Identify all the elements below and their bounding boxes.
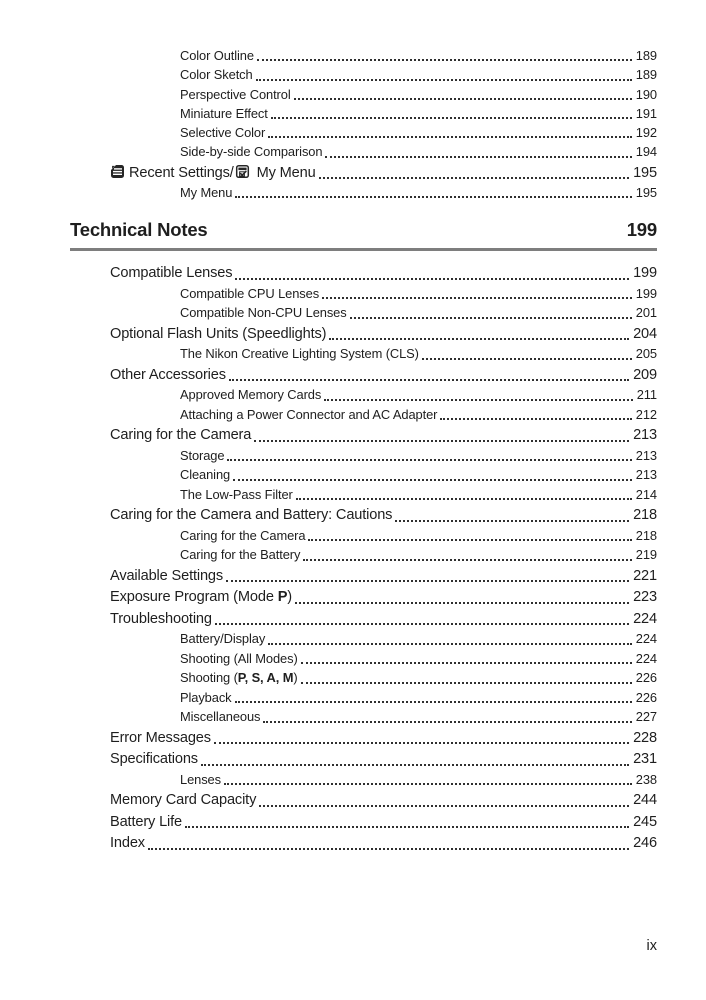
toc-entry[interactable] xyxy=(70,688,657,708)
dot-leader xyxy=(226,580,629,582)
toc-entry[interactable] xyxy=(70,729,657,749)
toc-entry-label: Compatible CPU Lenses xyxy=(180,285,320,301)
toc-entry-page-number: 211 xyxy=(636,387,657,403)
toc-entry[interactable] xyxy=(70,426,657,446)
toc-entry[interactable] xyxy=(70,588,657,608)
toc-entry-label: Battery/Display xyxy=(180,631,266,647)
toc-label-segment: P xyxy=(277,589,288,606)
toc-entry[interactable] xyxy=(70,506,657,526)
toc-entry-label: Side-by-side Comparison xyxy=(180,144,323,160)
toc-entry[interactable] xyxy=(70,164,657,183)
toc-entry-label: Shooting (All Modes) xyxy=(180,650,298,666)
section-page-number: 199 xyxy=(626,219,657,241)
toc-entry-page-number: 224 xyxy=(633,610,657,627)
section-header xyxy=(70,219,657,241)
dot-leader xyxy=(201,764,629,766)
toc-entry-page-number: 226 xyxy=(635,670,657,686)
toc-entry-page-number: 218 xyxy=(635,527,657,543)
toc-label-segment: Recent Settings/ xyxy=(129,164,234,181)
toc-entry[interactable] xyxy=(70,750,657,770)
toc-entry-page-number: 192 xyxy=(635,125,657,141)
toc-entry[interactable] xyxy=(70,465,657,485)
toc-entry-label: Battery Life xyxy=(110,813,183,830)
toc-entry-page-number: 189 xyxy=(635,48,657,63)
toc-entry-page-number: 199 xyxy=(633,265,657,282)
toc-entry-page-number: 246 xyxy=(633,835,657,852)
toc-entry-page-number: 213 xyxy=(633,427,657,444)
toc-entry-label: Memory Card Capacity xyxy=(110,792,257,809)
toc-entry[interactable] xyxy=(70,264,657,284)
toc-entry-label: My Menu xyxy=(180,185,233,201)
toc-entry[interactable] xyxy=(70,567,657,587)
toc-entry-page-number: 221 xyxy=(633,567,657,584)
dot-leader xyxy=(235,196,631,198)
toc-entry-page-number: 199 xyxy=(635,285,657,301)
dot-leader xyxy=(301,662,632,664)
toc-label-segment: Shooting ( xyxy=(180,670,238,686)
toc-label-segment: My Menu xyxy=(252,164,316,181)
toc-entry[interactable] xyxy=(70,485,657,505)
toc-entry[interactable] xyxy=(70,668,657,688)
toc-entry-page-number: 218 xyxy=(633,507,657,524)
toc-entry[interactable] xyxy=(70,834,657,854)
toc-entry[interactable] xyxy=(70,707,657,727)
toc-entry-label: Caring for the Camera and Battery: Cautions xyxy=(110,507,393,524)
toc-entry[interactable] xyxy=(70,123,657,142)
toc-entry-page-number: 244 xyxy=(633,792,657,809)
toc-label-segment: Exposure Program (Mode xyxy=(110,589,278,606)
toc-entry-page-number: 191 xyxy=(635,105,657,121)
toc-entry-page-number: 223 xyxy=(633,589,657,606)
toc-entry-label: Other Accessories xyxy=(110,366,226,383)
toc-entry-page-number: 213 xyxy=(635,467,657,483)
toc-entry-label: Attaching a Power Connector and AC Adapter xyxy=(180,406,438,422)
dot-leader xyxy=(308,539,631,541)
toc-entry-label: The Low-Pass Filter xyxy=(180,486,293,502)
dot-leader xyxy=(422,358,632,360)
dot-leader xyxy=(395,520,629,522)
toc-entry-page-number: 190 xyxy=(635,86,657,102)
toc-entry[interactable] xyxy=(70,183,657,202)
toc-entry-page-number: 195 xyxy=(635,185,657,201)
toc-entry-label xyxy=(110,164,316,183)
dot-leader xyxy=(329,338,629,340)
toc-entry[interactable] xyxy=(70,85,657,104)
toc-label-segment: P, S, A, M xyxy=(237,670,294,686)
dot-leader xyxy=(229,379,629,381)
dot-leader xyxy=(268,643,632,645)
dot-leader xyxy=(440,418,631,420)
toc-entry[interactable] xyxy=(70,629,657,649)
dot-leader xyxy=(148,848,629,850)
toc-entry-label: Playback xyxy=(180,689,232,705)
toc-entry[interactable] xyxy=(70,545,657,565)
recent-settings-icon xyxy=(110,164,125,179)
toc-entry-label: Compatible Non-CPU Lenses xyxy=(180,305,347,321)
toc-entry-label: Troubleshooting xyxy=(110,610,212,627)
toc-entry-label: Caring for the Camera xyxy=(110,427,252,444)
toc-entry-label: Compatible Lenses xyxy=(110,265,233,282)
toc-entry[interactable] xyxy=(70,446,657,466)
toc-entry-page-number: 231 xyxy=(633,751,657,768)
section-divider-rule xyxy=(70,248,657,251)
dot-leader xyxy=(254,440,629,442)
toc-entry-label: Perspective Control xyxy=(180,86,291,102)
toc-entry-label xyxy=(180,668,298,688)
dot-leader xyxy=(215,623,629,625)
toc-entry[interactable] xyxy=(70,770,657,790)
toc-entry-page-number: 201 xyxy=(635,305,657,321)
toc-entry-label: Caring for the Battery xyxy=(180,547,301,563)
toc-entry-label xyxy=(110,588,292,608)
toc-entry-page-number: 224 xyxy=(635,631,657,647)
toc-entry-label: Miscellaneous xyxy=(180,709,261,725)
toc-entry-page-number: 195 xyxy=(633,164,657,181)
toc-entry-label: Caring for the Camera xyxy=(180,527,306,543)
toc-entry-label: Miniature Effect xyxy=(180,105,268,121)
toc-entry[interactable] xyxy=(70,526,657,546)
dot-leader xyxy=(301,682,632,684)
toc-entry[interactable] xyxy=(70,610,657,630)
section-title: Technical Notes xyxy=(70,219,208,241)
toc-label-segment: ) xyxy=(287,589,293,606)
dot-leader xyxy=(214,742,629,744)
toc-entry-label: Optional Flash Units (Speedlights) xyxy=(110,325,327,342)
dot-leader xyxy=(303,559,631,561)
dot-leader xyxy=(233,479,632,481)
dot-leader xyxy=(235,278,629,280)
dot-leader xyxy=(268,136,632,138)
dot-leader xyxy=(319,177,630,179)
toc-entry[interactable] xyxy=(70,303,657,323)
toc-entry[interactable] xyxy=(70,385,657,405)
toc-list-top xyxy=(70,46,657,202)
toc-entry-label: Approved Memory Cards xyxy=(180,387,322,403)
dot-leader xyxy=(263,721,631,723)
toc-entry-page-number: 224 xyxy=(635,650,657,666)
toc-entry[interactable] xyxy=(70,65,657,84)
toc-entry-page-number: 219 xyxy=(635,547,657,563)
dot-leader xyxy=(185,826,629,828)
toc-list-main xyxy=(70,264,657,854)
toc-entry-page-number: 245 xyxy=(633,813,657,830)
toc-entry-label: Selective Color xyxy=(180,125,266,141)
dot-leader xyxy=(295,602,629,604)
toc-entry-page-number: 189 xyxy=(635,67,657,83)
toc-entry[interactable] xyxy=(70,791,657,811)
dot-leader xyxy=(224,783,632,785)
toc-entry-page-number: 226 xyxy=(635,689,657,705)
toc-entry-page-number: 205 xyxy=(635,346,657,362)
dot-leader xyxy=(294,98,632,100)
toc-label-segment: ) xyxy=(293,670,298,686)
toc-entry-label: Error Messages xyxy=(110,729,211,746)
dot-leader xyxy=(235,701,632,703)
toc-entry-label: The Nikon Creative Lighting System (CLS) xyxy=(180,346,419,362)
toc-entry[interactable] xyxy=(70,325,657,345)
toc-entry-label: Color Sketch xyxy=(180,67,253,83)
toc-entry-page-number: 212 xyxy=(635,406,657,422)
toc-entry[interactable] xyxy=(70,104,657,123)
toc-entry-page-number: 194 xyxy=(635,144,657,160)
toc-entry-label: Cleaning xyxy=(180,467,231,483)
toc-entry-label: Lenses xyxy=(180,771,221,787)
toc-entry[interactable] xyxy=(70,649,657,669)
toc-entry-page-number: 213 xyxy=(635,447,657,463)
toc-entry-page-number: 209 xyxy=(633,366,657,383)
page-footer xyxy=(647,938,657,954)
toc-entry-page-number: 238 xyxy=(635,771,657,787)
dot-leader xyxy=(227,459,631,461)
toc-entry-page-number: 204 xyxy=(633,325,657,342)
dot-leader xyxy=(259,805,629,807)
toc-entry-page-number: 228 xyxy=(633,729,657,746)
dot-leader xyxy=(324,399,633,401)
toc-entry[interactable] xyxy=(70,46,657,65)
toc-entry-label: Index xyxy=(110,835,145,852)
dot-leader xyxy=(296,498,632,500)
toc-entry[interactable] xyxy=(70,284,657,304)
dot-leader xyxy=(350,317,632,319)
dot-leader xyxy=(257,59,632,61)
dot-leader xyxy=(322,297,632,299)
toc-entry[interactable] xyxy=(70,344,657,364)
toc-entry-page-number: 227 xyxy=(635,709,657,725)
toc-entry-page-number: 214 xyxy=(635,486,657,502)
toc-entry[interactable] xyxy=(70,813,657,833)
folio-page-number: ix xyxy=(646,938,657,954)
my-menu-icon xyxy=(235,164,250,179)
toc-entry-label: Available Settings xyxy=(110,567,224,584)
dot-leader xyxy=(325,156,631,158)
toc-entry[interactable] xyxy=(70,366,657,386)
dot-leader xyxy=(271,117,632,119)
toc-entry-label: Color Outline xyxy=(180,48,254,63)
toc-entry[interactable] xyxy=(70,405,657,425)
toc-entry[interactable] xyxy=(70,142,657,161)
dot-leader xyxy=(256,79,632,81)
toc-entry-label: Specifications xyxy=(110,751,198,768)
toc-entry-label: Storage xyxy=(180,447,225,463)
